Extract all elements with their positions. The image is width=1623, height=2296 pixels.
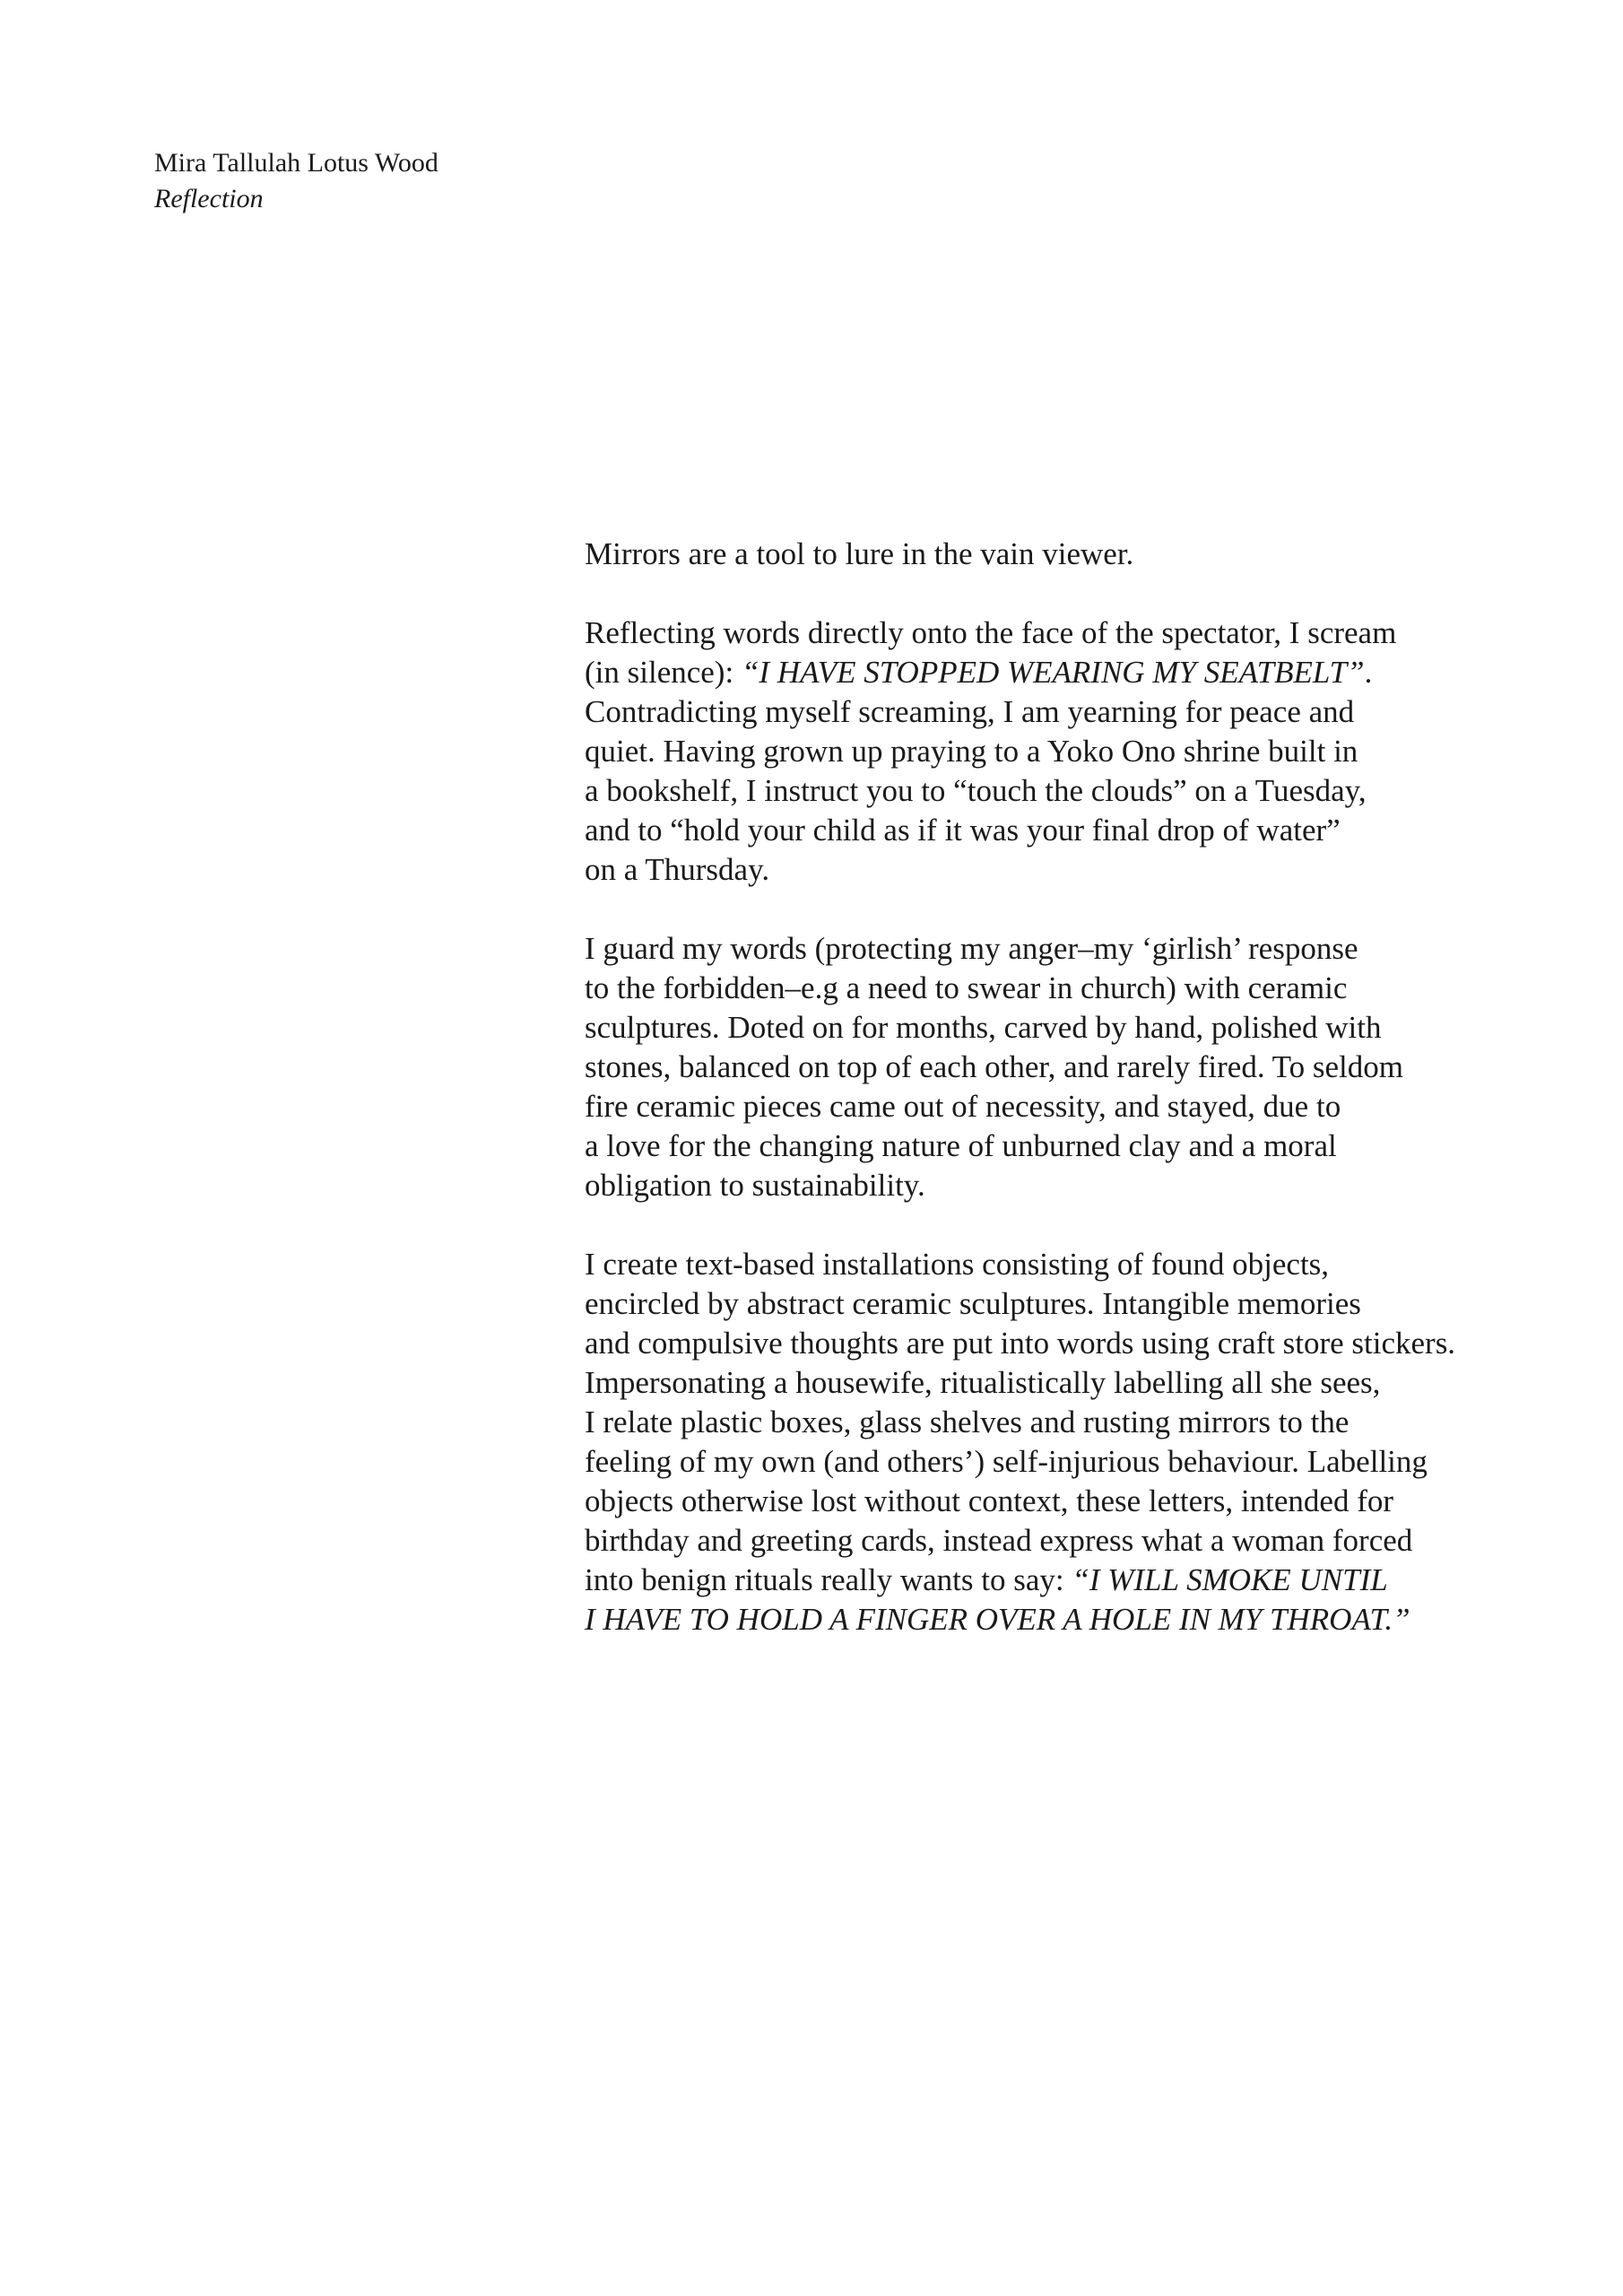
paragraph [585, 1245, 1589, 1639]
text-line [585, 692, 1589, 732]
paragraph [585, 613, 1589, 890]
paragraph-gap [585, 1205, 1589, 1245]
text-run: a bookshelf, I instruct you to “touch the clouds” on a Tuesday, [585, 773, 1367, 808]
text-run: on a Thursday. [585, 852, 770, 887]
text-line [585, 1087, 1589, 1126]
italic-quote: I HAVE TO HOLD A FINGER OVER A HOLE IN MY THROAT.” [585, 1602, 1410, 1637]
text-line [585, 1324, 1589, 1363]
text-line [585, 1008, 1589, 1048]
text-line [585, 1363, 1589, 1403]
text-run: Impersonating a housewife, ritualistically labelling all she sees, [585, 1365, 1381, 1400]
text-line [585, 1126, 1589, 1166]
text-run: Contradicting myself screaming, I am yearning for peace and [585, 694, 1355, 729]
text-run: obligation to sustainability. [585, 1168, 925, 1203]
text-line [585, 613, 1589, 653]
text-run: I relate plastic boxes, glass shelves and rusting mirrors to the [585, 1405, 1350, 1439]
italic-quote: “I WILL SMOKE UNTIL [1072, 1562, 1388, 1597]
text-run: sculptures. Doted on for months, carved by hand, polished with [585, 1010, 1382, 1045]
text-run: . [1364, 655, 1373, 690]
text-line [585, 1561, 1589, 1600]
text-run: Mirrors are a tool to lure in the vain viewer. [585, 536, 1134, 571]
text-run: I guard my words (protecting my anger–my ‘girlish’ response [585, 931, 1358, 966]
text-run: Reflecting words directly onto the face of the spectator, I scream [585, 615, 1397, 650]
paragraph-gap [585, 574, 1589, 613]
text-run: stones, balanced on top of each other, and rarely fired. To seldom [585, 1049, 1403, 1084]
text-line [585, 969, 1589, 1008]
text-run: and to “hold your child as if it was your final drop of water” [585, 813, 1341, 848]
text-run: and compulsive thoughts are put into words using craft store stickers. [585, 1326, 1456, 1361]
text-run: feeling of my own (and others’) self-injurious behaviour. Labelling [585, 1444, 1428, 1479]
document-title: Reflection [154, 184, 264, 213]
paragraph-gap [585, 890, 1589, 929]
text-line [585, 1048, 1589, 1087]
text-line [585, 929, 1589, 969]
document-header [154, 145, 438, 217]
text-run: quiet. Having grown up praying to a Yoko Ono shrine built in [585, 734, 1358, 769]
text-line [585, 1442, 1589, 1482]
text-run: birthday and greeting cards, instead express what a woman forced [585, 1523, 1413, 1558]
author-name: Mira Tallulah Lotus Wood [154, 148, 438, 178]
text-line [585, 850, 1589, 890]
text-run: a love for the changing nature of unburned clay and a moral [585, 1128, 1337, 1163]
text-line [585, 1245, 1589, 1284]
text-run: objects otherwise lost without context, these letters, intended for [585, 1483, 1394, 1518]
text-line [585, 1482, 1589, 1521]
text-run: into benign rituals really wants to say: [585, 1562, 1072, 1597]
text-line [585, 1600, 1589, 1639]
text-line [585, 1284, 1589, 1324]
text-line [585, 811, 1589, 850]
text-run: encircled by abstract ceramic sculptures. Intangible memories [585, 1286, 1361, 1321]
text-run: fire ceramic pieces came out of necessity, and stayed, due to [585, 1089, 1341, 1124]
text-line [585, 1166, 1589, 1205]
paragraph [585, 929, 1589, 1205]
italic-quote: “I HAVE STOPPED WEARING MY SEATBELT” [741, 655, 1365, 690]
text-run: to the forbidden–e.g a need to swear in church) with ceramic [585, 970, 1348, 1005]
text-run: (in silence): [585, 655, 742, 690]
statement-body [585, 535, 1589, 1639]
text-line [585, 653, 1589, 692]
text-run: I create text-based installations consisting of found objects, [585, 1247, 1330, 1282]
paragraph [585, 535, 1589, 574]
text-line [585, 1403, 1589, 1442]
text-line [585, 1521, 1589, 1561]
text-line [585, 771, 1589, 811]
text-line [585, 535, 1589, 574]
text-line [585, 732, 1589, 771]
